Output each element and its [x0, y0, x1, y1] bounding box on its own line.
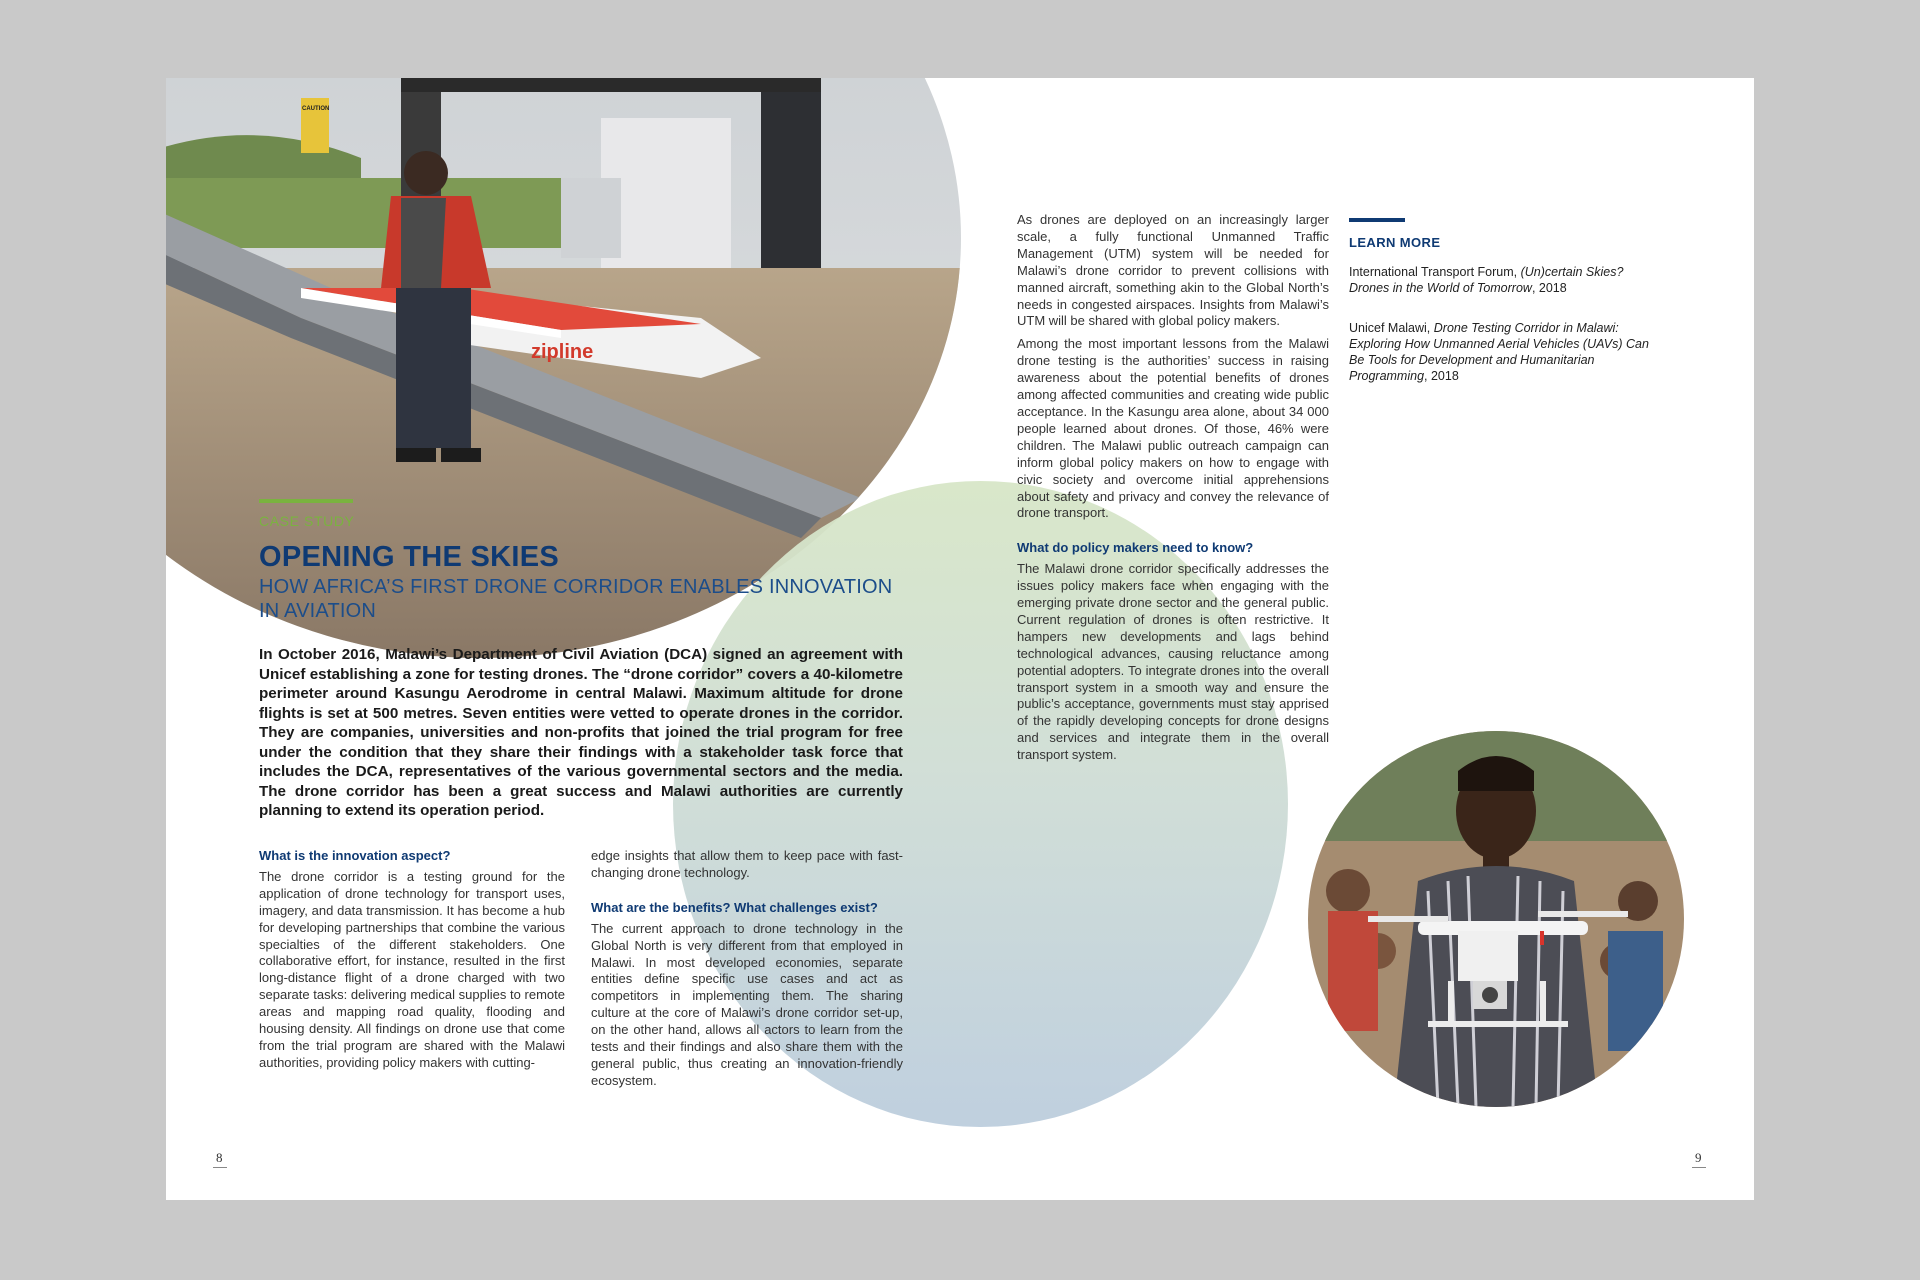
column-2: [591, 848, 903, 1100]
page-number-right-rule: [1692, 1167, 1706, 1168]
woman-illustration: [1308, 731, 1684, 1107]
benefits-heading: What are the benefits? What challenges exist?: [591, 899, 878, 915]
learn-more-accent-bar: [1349, 218, 1405, 222]
lead-paragraph: In October 2016, Malawi’s Department of Civil Aviation (DCA) signed an agreement with Unicef establishing a zone for testing drones. The “drone corridor” covers a 40-kilometre perimeter around Kasungu Aerodrome in central Malawi. Maximum altitude for drone flights is set at 500 metres. Seven entities were vetted to operate drones in the corridor. They are companies, universities and non-profits that joined the trial program for free under the condition that they share their findings with a stakeholder task force that includes the DCA, representatives of the various governmental sectors and the media. The drone corridor has been a great success and Malawi authorities are currently planning to extend its operation period.: [259, 646, 903, 819]
column-3: [1017, 212, 1329, 774]
reference-2-year: , 2018: [1424, 369, 1459, 383]
reference-1-author: International Transport Forum,: [1349, 265, 1521, 279]
zipline-logo: zipline: [531, 341, 594, 363]
reference-1-year: , 2018: [1531, 281, 1567, 295]
column-1: [259, 848, 565, 1082]
reference-2-title: Drone Testing Corridor in Malawi: Exploring How Unmanned Aerial Vehicles (UAVs) Can Be Tools for Development and Humanitarian Programming: [1349, 321, 1649, 383]
learn-more-heading: LEARN MORE: [1349, 235, 1441, 250]
woman-with-drone-photo: [1308, 731, 1684, 1107]
utm-paragraph: As drones are deployed on an increasingly larger scale, a fully functional Unmanned Traffic Management (UTM) system will be needed for Malawi’s drone corridor to prevent collisions with manned aircraft, something akin to the Global North’s needs in congested airspaces. Insights from Malawi’s UTM will be shared with global policy makers.: [1017, 212, 1329, 329]
case-study-label: CASE STUDY: [259, 513, 355, 529]
reference-1-title: (Un)certain Skies? Drones in the World of Tomorrow: [1349, 265, 1624, 295]
reference-1: [1349, 264, 1659, 296]
page-number-left-rule: [213, 1167, 227, 1168]
innovation-body: The drone corridor is a testing ground for the application of drone technology for transport uses, imagery, and data transmission. It has become a hub for developing partnerships that combine the various specialties of the different stakeholders. One collaborative effort, for instance, resulted in the first long-distance flight of a drone charged with two separate tasks: delivering medical supplies to remote areas and mapping road quality, flooding and housing density. All findings on drone use that come from the trial program are shared with the Malawi authorities, providing policy makers with cutting-: [259, 868, 565, 1070]
innovation-heading: What is the innovation aspect?: [259, 848, 451, 863]
policy-heading: What do policy makers need to know?: [1017, 540, 1254, 556]
page-number-right: 9: [1695, 1150, 1702, 1165]
page-number-left: 8: [216, 1150, 223, 1165]
benefits-body: The current approach to drone technology in the Global North is very different from that employed in Malawi. In most developed economies, separate entities define specific use cases and act as competitors in implementing them. The sharing culture at the core of Malawi’s drone corridor set-up, on the other hand, allows all actors to learn from the tests and their findings and also share them with the general public, thus creating an innovation-friendly ecosystem.: [591, 920, 903, 1088]
policy-body: The Malawi drone corridor specifically addresses the issues policy makers face when engaging with the emerging private drone sector and the general public. Current regulation of drones is often restrictive. It hampers new developments and lags behind technological advances, causing reluctance among potential adopters. To integrate drones into the overall transport system in a smooth way and ensure the public’s acceptance, governments must stay apprised of the rapidly developing concepts for drone designs and services and integrate them in the overall transport system.: [1017, 561, 1329, 763]
page-subtitle: HOW AFRICA’S FIRST DRONE CORRIDOR ENABLES INNOVATION IN AVIATION: [259, 576, 893, 622]
caution-sign: CAUTION: [302, 106, 330, 112]
page-title: OPENING THE SKIES: [259, 541, 559, 573]
lessons-paragraph: Among the most important lessons from the Malawi drone testing is the authorities’ success in raising awareness about the potential benefits of drones among affected communities and creating wide public acceptance. In the Kasungu area alone, about 34 000 people learned about drones. Of those, 46% were children. The Malawi public outreach campaign can inform global policy makers on how to engage with civic society and overcome initial apprehensions about safety and privacy and convey the relevance of drone transport.: [1017, 336, 1329, 521]
reference-2-author: Unicef Malawi,: [1349, 321, 1434, 335]
brochure-spread: [166, 78, 1754, 1200]
case-study-accent-bar: [259, 499, 353, 503]
reference-2: [1349, 320, 1659, 384]
innovation-body-continued: edge insights that allow them to keep pace with fast-changing drone technology.: [591, 848, 903, 880]
